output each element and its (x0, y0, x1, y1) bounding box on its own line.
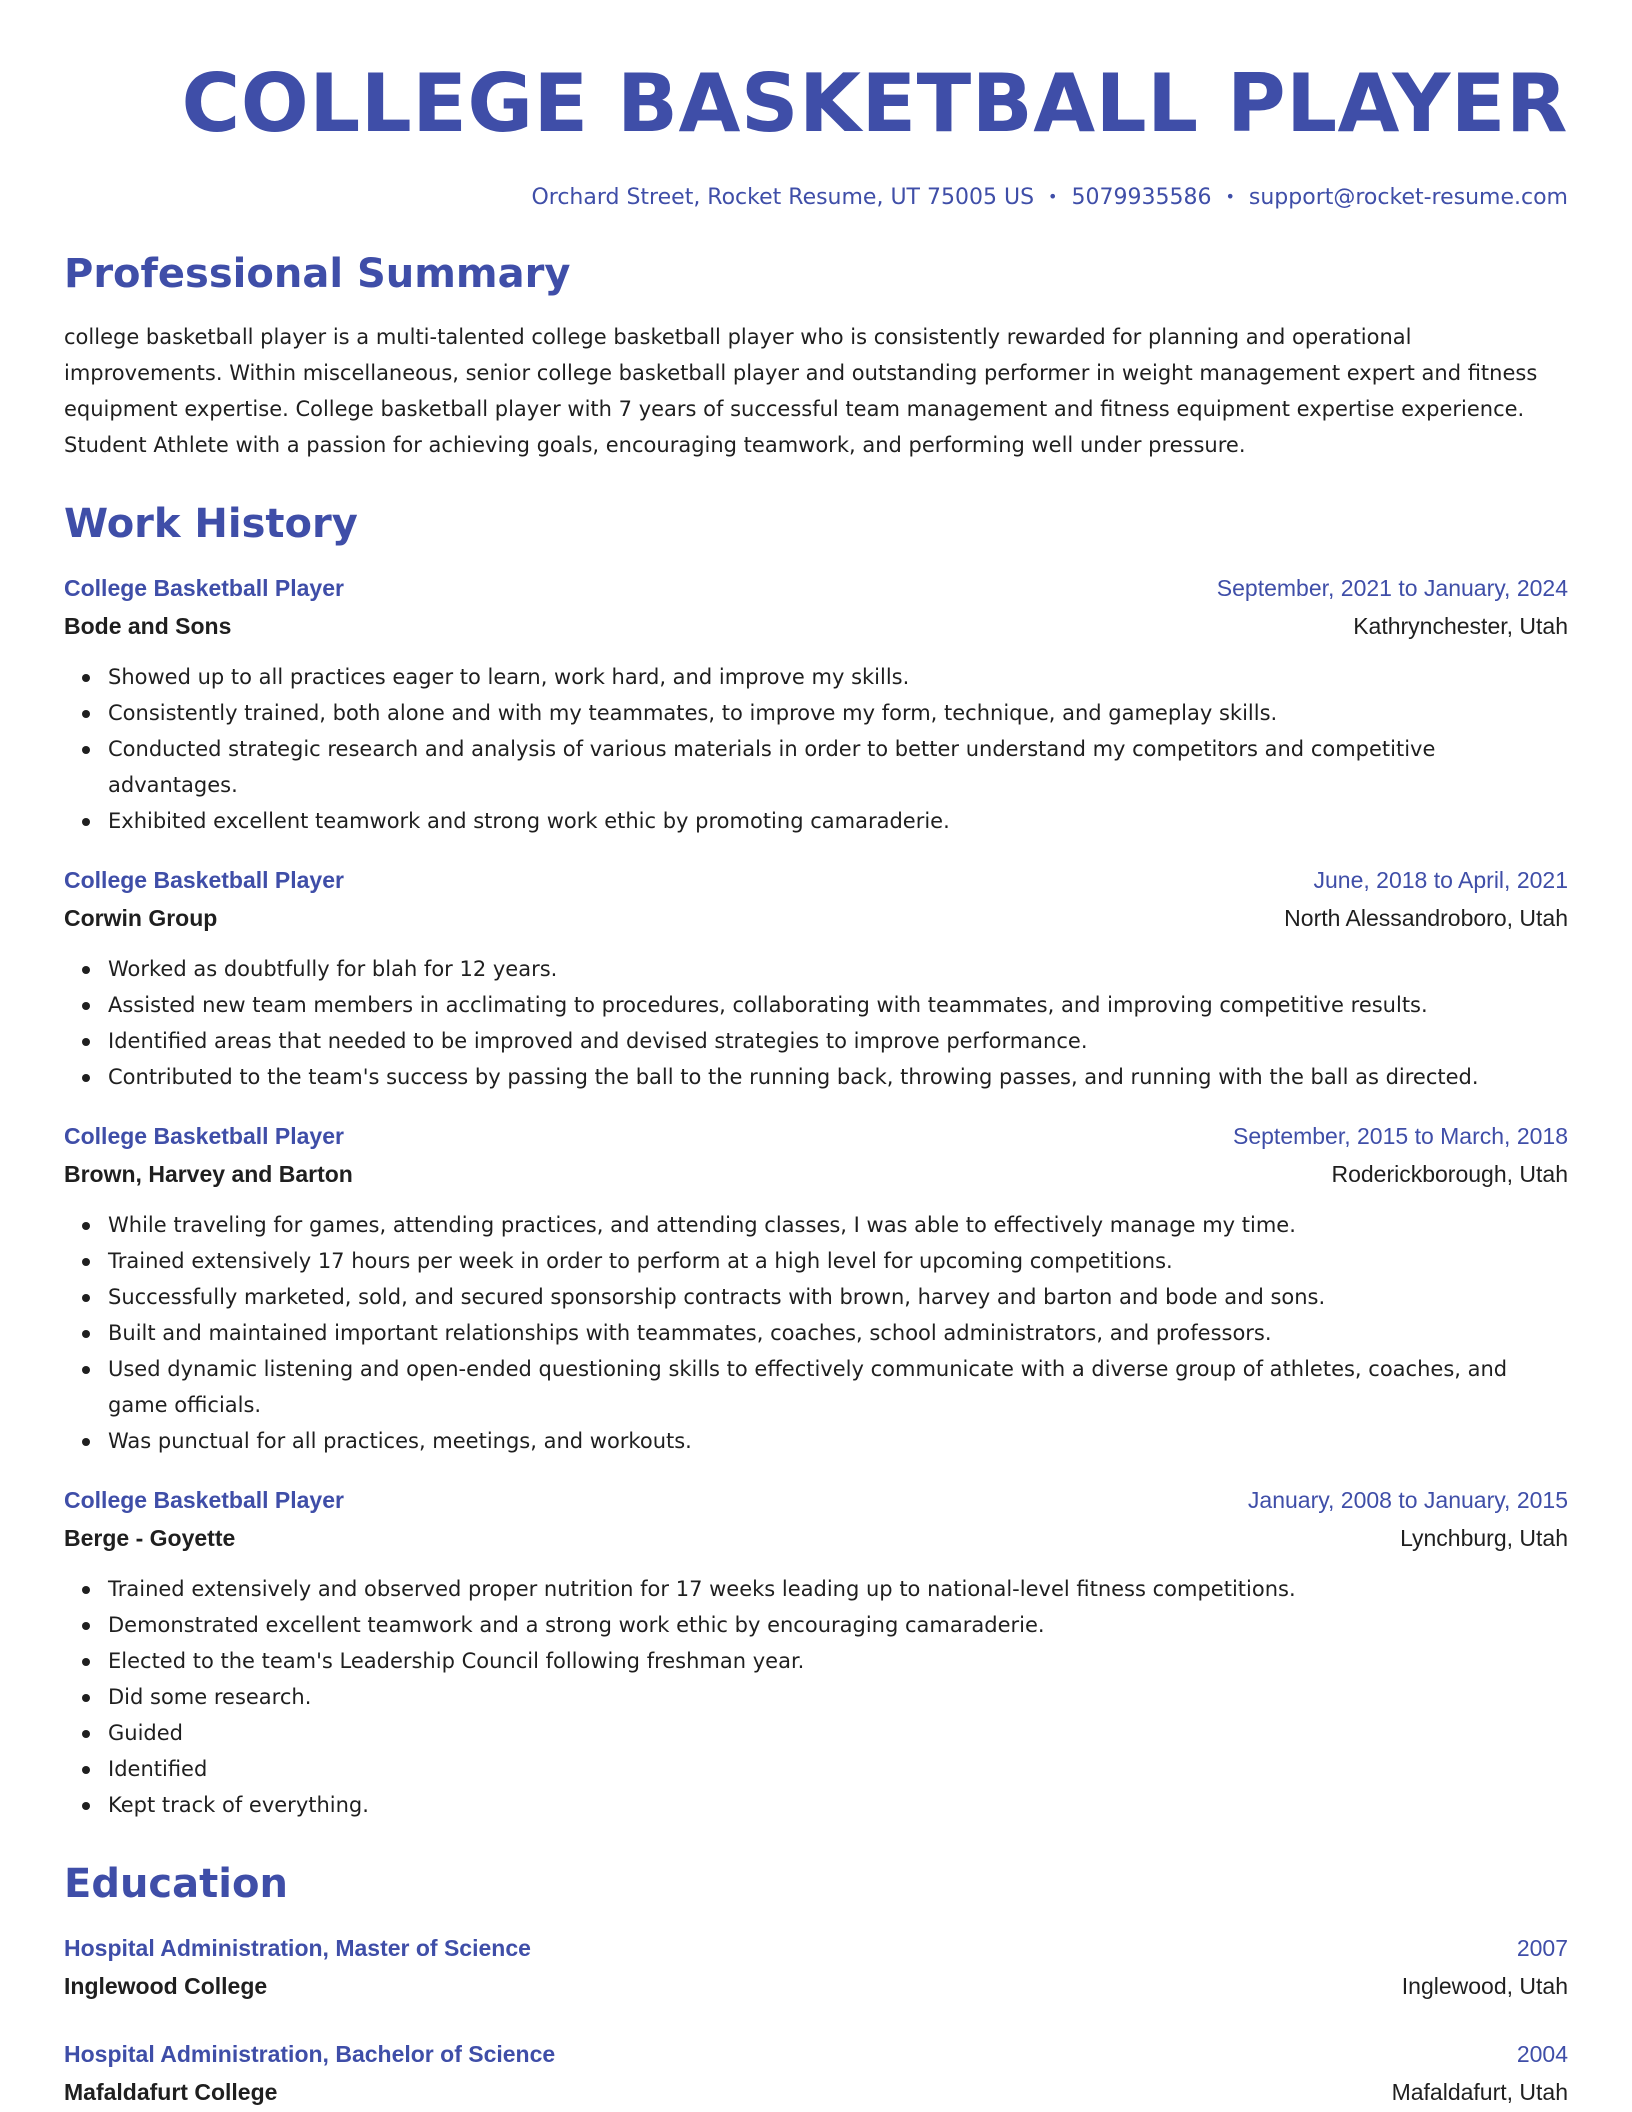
job-header-row (64, 861, 1568, 899)
candidate-name: COLLEGE BASKETBALL PLAYER (181, 57, 1568, 150)
job-company-row (64, 899, 1568, 937)
bullet-item: Guided (64, 1715, 1568, 1751)
bullet-item: While traveling for games, attending practices, and attending classes, I was able to effectively manage my time. (64, 1207, 1568, 1243)
job-location: North Alessandroboro, Utah (1284, 905, 1568, 931)
education-list (64, 1929, 1568, 2111)
summary-section (64, 249, 1568, 463)
job-company-row (64, 607, 1568, 645)
section-title-summary: Professional Summary (64, 251, 571, 297)
education-entry (64, 2035, 1568, 2111)
bullet-item: Identified (64, 1751, 1568, 1787)
contact-separator: • (1048, 187, 1058, 206)
job-company-row (64, 1155, 1568, 1193)
education-entry (64, 1929, 1568, 2005)
job-title: College Basketball Player (64, 867, 344, 893)
job-bullets (64, 951, 1568, 1095)
contact-address: Orchard Street, Rocket Resume, UT 75005 US (531, 185, 1035, 210)
school-name: Mafaldafurt College (64, 2079, 278, 2105)
job-entry (64, 1481, 1568, 1823)
job-bullets (64, 659, 1568, 839)
graduation-year: 2004 (1516, 2041, 1568, 2067)
company-name: Berge - Goyette (64, 1525, 236, 1551)
section-title-work-history: Work History (64, 501, 358, 547)
bullet-item: Trained extensively and observed proper nutrition for 17 weeks leading up to national-level fitness competitions. (64, 1571, 1568, 1607)
job-dates: September, 2015 to March, 2018 (1233, 1123, 1568, 1149)
bullet-item: Assisted new team members in acclimating to procedures, collaborating with teammates, and improving competitive results. (64, 987, 1568, 1023)
bullet-item: Elected to the team's Leadership Council following freshman year. (64, 1643, 1568, 1679)
job-entry (64, 861, 1568, 1095)
job-list (64, 569, 1568, 1823)
education-header-row (64, 1929, 1568, 1967)
job-location: Kathrynchester, Utah (1353, 613, 1568, 639)
job-title: College Basketball Player (64, 1487, 344, 1513)
work-history-section (64, 499, 1568, 1823)
contact-separator: • (1225, 187, 1235, 206)
graduation-year: 2007 (1516, 1935, 1568, 1961)
job-header-row (64, 1481, 1568, 1519)
bullet-item: Showed up to all practices eager to learn, work hard, and improve my skills. (64, 659, 1568, 695)
degree: Hospital Administration, Bachelor of Science (64, 2041, 556, 2067)
resume-header (64, 56, 1568, 213)
job-company-row (64, 1519, 1568, 1557)
bullet-item: Used dynamic listening and open-ended questioning skills to effectively communicate with a diverse group of athletes, coaches, and game officials. (64, 1351, 1568, 1423)
job-header-row (64, 569, 1568, 607)
education-school-row (64, 2073, 1568, 2111)
job-dates: June, 2018 to April, 2021 (1313, 867, 1568, 893)
bullet-item: Successfully marketed, sold, and secured sponsorship contracts with brown, harvey and barton and bode and sons. (64, 1279, 1568, 1315)
contact-email[interactable]: support@rocket-resume.com (1248, 185, 1568, 210)
school-location: Inglewood, Utah (1401, 1973, 1568, 1999)
job-entry (64, 1117, 1568, 1459)
bullet-item: Contributed to the team's success by passing the ball to the running back, throwing passes, and running with the ball as directed. (64, 1059, 1568, 1095)
job-header-row (64, 1117, 1568, 1155)
job-bullets (64, 1207, 1568, 1459)
bullet-item: Exhibited excellent teamwork and strong work ethic by promoting camaraderie. (64, 803, 1568, 839)
school-name: Inglewood College (64, 1973, 268, 1999)
company-name: Corwin Group (64, 905, 218, 931)
degree: Hospital Administration, Master of Science (64, 1935, 531, 1961)
company-name: Bode and Sons (64, 613, 232, 639)
summary-text: college basketball player is a multi-talented college basketball player who is consistently rewarded for planning and operational improvements. Within miscellaneous, senior college basketball player and outstanding performer in weight management expert and fitness equipment expertise. College basketball player with 7 years of successful team management and fitness equipment expertise experience. Student Athlete with a passion for achieving goals, encouraging teamwork, and performing well under pressure. (64, 325, 1538, 457)
contact-line (64, 182, 1568, 213)
job-location: Lynchburg, Utah (1400, 1525, 1568, 1551)
bullet-item: Consistently trained, both alone and with my teammates, to improve my form, technique, and gameplay skills. (64, 695, 1568, 731)
bullet-item: Built and maintained important relationships with teammates, coaches, school administrators, and professors. (64, 1315, 1568, 1351)
section-title-education: Education (64, 1861, 288, 1907)
bullet-item: Identified areas that needed to be improved and devised strategies to improve performance. (64, 1023, 1568, 1059)
bullet-item: Was punctual for all practices, meetings, and workouts. (64, 1423, 1568, 1459)
job-entry (64, 569, 1568, 839)
education-section (64, 1859, 1568, 2111)
bullet-item: Did some research. (64, 1679, 1568, 1715)
job-title: College Basketball Player (64, 575, 344, 601)
education-header-row (64, 2035, 1568, 2073)
bullet-item: Worked as doubtfully for blah for 12 years. (64, 951, 1568, 987)
bullet-item: Trained extensively 17 hours per week in order to perform at a high level for upcoming competitions. (64, 1243, 1568, 1279)
contact-phone: 5079935586 (1071, 185, 1212, 210)
bullet-item: Conducted strategic research and analysis of various materials in order to better understand my competitors and competitive advantages. (64, 731, 1568, 803)
job-dates: September, 2021 to January, 2024 (1216, 575, 1568, 601)
job-dates: January, 2008 to January, 2015 (1247, 1487, 1568, 1513)
job-title: College Basketball Player (64, 1123, 344, 1149)
bullet-item: Demonstrated excellent teamwork and a strong work ethic by encouraging camaraderie. (64, 1607, 1568, 1643)
job-bullets (64, 1571, 1568, 1823)
job-location: Roderickborough, Utah (1331, 1161, 1568, 1187)
education-school-row (64, 1967, 1568, 2005)
company-name: Brown, Harvey and Barton (64, 1161, 353, 1187)
school-location: Mafaldafurt, Utah (1391, 2079, 1568, 2105)
bullet-item: Kept track of everything. (64, 1787, 1568, 1823)
